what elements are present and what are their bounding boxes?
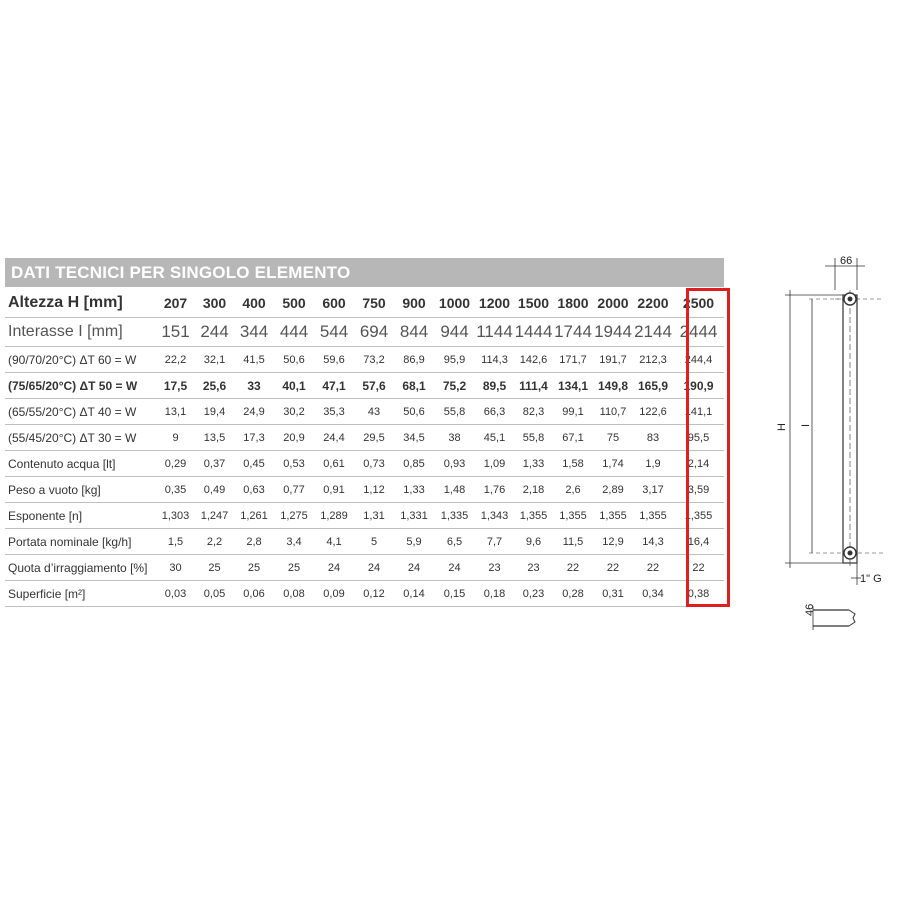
table-cell: 0,61 (314, 451, 354, 477)
interaxis-row (5, 318, 724, 347)
table-cell: 0,29 (156, 451, 195, 477)
table-cell: 0,35 (156, 477, 195, 503)
table-cell: 2,18 (514, 477, 553, 503)
table-cell: 22,2 (156, 347, 195, 373)
table-cell: 0,28 (553, 581, 593, 607)
table-cell: 110,7 (593, 399, 633, 425)
table-cell: 86,9 (394, 347, 434, 373)
output-dt50-row (5, 373, 724, 399)
table-cell: 111,4 (514, 373, 553, 399)
section-break (849, 610, 855, 626)
table-cell: 0,15 (434, 581, 475, 607)
table-cell: 1,335 (434, 503, 475, 529)
table-cell: 0,09 (314, 581, 354, 607)
table-cell: 3,4 (274, 529, 314, 555)
table-cell: 22 (553, 555, 593, 581)
table-cell: 13,1 (156, 399, 195, 425)
table-cell: 1,12 (354, 477, 394, 503)
table-cell: 75,2 (434, 373, 475, 399)
bottom-hub-center (848, 551, 853, 556)
table-cell: 47,1 (314, 373, 354, 399)
table-cell: 9 (156, 425, 195, 451)
table-cell: 45,1 (475, 425, 514, 451)
table-cell: 50,6 (394, 399, 434, 425)
table-cell: 1,33 (394, 477, 434, 503)
table-cell: 2000 (593, 289, 633, 318)
table-cell: 1,275 (274, 503, 314, 529)
table-cell: 2,14 (673, 451, 724, 477)
table-cell: 75 (593, 425, 633, 451)
table-cell: 1,247 (195, 503, 234, 529)
radiation-share-row (5, 555, 724, 581)
row-label: (75/65/20°C) ΔT 50 = W (5, 373, 156, 399)
table-cell: 5 (354, 529, 394, 555)
table-cell: 694 (354, 318, 394, 347)
table-cell: 0,45 (234, 451, 274, 477)
table-cell: 1,355 (514, 503, 553, 529)
table-cell: 1,261 (234, 503, 274, 529)
table-cell: 66,3 (475, 399, 514, 425)
table-cell: 151 (156, 318, 195, 347)
row-label: (55/45/20°C) ΔT 30 = W (5, 425, 156, 451)
output-dt30-row (5, 425, 724, 451)
table-cell: 1200 (475, 289, 514, 318)
table-cell: 0,37 (195, 451, 234, 477)
table-cell: 1,09 (475, 451, 514, 477)
table-cell: 1000 (434, 289, 475, 318)
table-cell: 0,18 (475, 581, 514, 607)
exponent-row (5, 503, 724, 529)
table-cell: 30 (156, 555, 195, 581)
table-cell: 1,303 (156, 503, 195, 529)
table-cell: 57,6 (354, 373, 394, 399)
table-cell: 1,343 (475, 503, 514, 529)
width-dimension-label: 66 (840, 255, 853, 267)
table-cell: 29,5 (354, 425, 394, 451)
table-cell: 2,2 (195, 529, 234, 555)
table-cell: 600 (314, 289, 354, 318)
table-cell: 0,85 (394, 451, 434, 477)
table-cell: 12,9 (593, 529, 633, 555)
table-cell: 0,53 (274, 451, 314, 477)
table-cell: 82,3 (514, 399, 553, 425)
table-cell: 444 (274, 318, 314, 347)
table-cell: 191,7 (593, 347, 633, 373)
table-cell: 0,34 (633, 581, 673, 607)
table-cell: 55,8 (434, 399, 475, 425)
table-cell: 1800 (553, 289, 593, 318)
table-cell: 95,5 (673, 425, 724, 451)
table-cell: 99,1 (553, 399, 593, 425)
table-cell: 6,5 (434, 529, 475, 555)
table-cell: 1,355 (673, 503, 724, 529)
table-cell: 4,1 (314, 529, 354, 555)
table-cell: 7,7 (475, 529, 514, 555)
table-cell: 1,74 (593, 451, 633, 477)
table-cell: 0,23 (514, 581, 553, 607)
table-cell: 0,49 (195, 477, 234, 503)
top-hub-center (848, 297, 853, 302)
table-cell: 0,73 (354, 451, 394, 477)
table-cell: 0,77 (274, 477, 314, 503)
table-cell: 344 (234, 318, 274, 347)
table-cell: 2500 (673, 289, 724, 318)
table-cell: 17,5 (156, 373, 195, 399)
table-cell: 24 (314, 555, 354, 581)
empty-weight-row (5, 477, 724, 503)
table-cell: 0,03 (156, 581, 195, 607)
table-cell: 165,9 (633, 373, 673, 399)
table-cell: 122,6 (633, 399, 673, 425)
table-cell: 38 (434, 425, 475, 451)
table-cell: 68,1 (394, 373, 434, 399)
table-cell: 0,08 (274, 581, 314, 607)
table-cell: 171,7 (553, 347, 593, 373)
table-cell: 22 (673, 555, 724, 581)
table-cell: 149,8 (593, 373, 633, 399)
table-cell: 1,33 (514, 451, 553, 477)
table-cell: 900 (394, 289, 434, 318)
table-cell: 0,05 (195, 581, 234, 607)
table-cell: 16,4 (673, 529, 724, 555)
table-cell: 1944 (593, 318, 633, 347)
row-label: (65/55/20°C) ΔT 40 = W (5, 399, 156, 425)
table-cell: 25 (274, 555, 314, 581)
row-label: Esponente [n] (5, 503, 156, 529)
row-label: Peso a vuoto [kg] (5, 477, 156, 503)
surface-row (5, 581, 724, 607)
row-label: Interasse I [mm] (5, 318, 156, 347)
table-cell: 2200 (633, 289, 673, 318)
table-cell: 83 (633, 425, 673, 451)
table-cell: 1,331 (394, 503, 434, 529)
table-cell: 1,355 (553, 503, 593, 529)
table-cell: 1144 (475, 318, 514, 347)
table-cell: 3,17 (633, 477, 673, 503)
row-label: Contenuto acqua [lt] (5, 451, 156, 477)
table-cell: 2,8 (234, 529, 274, 555)
table-cell: 3,59 (673, 477, 724, 503)
table-cell: 34,5 (394, 425, 434, 451)
table-cell: 14,3 (633, 529, 673, 555)
table-cell: 190,9 (673, 373, 724, 399)
output-dt60-row (5, 347, 724, 373)
table-cell: 0,91 (314, 477, 354, 503)
table-cell: 24 (434, 555, 475, 581)
output-dt40-row (5, 399, 724, 425)
table-cell: 141,1 (673, 399, 724, 425)
table-cell: 2,6 (553, 477, 593, 503)
technical-data-sheet (5, 258, 729, 607)
table-cell: 944 (434, 318, 475, 347)
technical-data-table (5, 289, 724, 607)
table-cell: 24,4 (314, 425, 354, 451)
table-cell: 844 (394, 318, 434, 347)
table-cell: 22 (633, 555, 673, 581)
row-label: Altezza H [mm] (5, 289, 156, 318)
radiator-element-drawing (765, 250, 895, 640)
table-cell: 25 (234, 555, 274, 581)
row-label: (90/70/20°C) ΔT 60 = W (5, 347, 156, 373)
table-cell: 20,9 (274, 425, 314, 451)
table-cell: 23 (514, 555, 553, 581)
table-cell: 0,14 (394, 581, 434, 607)
water-content-row (5, 451, 724, 477)
table-cell: 0,12 (354, 581, 394, 607)
table-cell: 544 (314, 318, 354, 347)
table-cell: 2,89 (593, 477, 633, 503)
table-cell: 207 (156, 289, 195, 318)
table-cell: 1,355 (593, 503, 633, 529)
table-cell: 0,63 (234, 477, 274, 503)
table-cell: 95,9 (434, 347, 475, 373)
table-cell: 1744 (553, 318, 593, 347)
table-cell: 23 (475, 555, 514, 581)
table-cell: 1500 (514, 289, 553, 318)
table-cell: 142,6 (514, 347, 553, 373)
table-cell: 41,5 (234, 347, 274, 373)
table-cell: 0,38 (673, 581, 724, 607)
connection-label: 1" G (860, 573, 882, 585)
table-cell: 0,06 (234, 581, 274, 607)
table-cell: 750 (354, 289, 394, 318)
table-cell: 1,76 (475, 477, 514, 503)
table-cell: 2444 (673, 318, 724, 347)
table-cell: 40,1 (274, 373, 314, 399)
table-cell: 24,9 (234, 399, 274, 425)
table-cell: 0,31 (593, 581, 633, 607)
table-cell: 17,3 (234, 425, 274, 451)
table-cell: 0,93 (434, 451, 475, 477)
table-cell: 500 (274, 289, 314, 318)
table-cell: 114,3 (475, 347, 514, 373)
table-cell: 50,6 (274, 347, 314, 373)
table-cell: 1444 (514, 318, 553, 347)
row-label: Superficie [m²] (5, 581, 156, 607)
table-cell: 19,4 (195, 399, 234, 425)
table-cell: 24 (394, 555, 434, 581)
nominal-flow-row (5, 529, 724, 555)
table-cell: 1,31 (354, 503, 394, 529)
table-cell: 59,6 (314, 347, 354, 373)
table-cell: 55,8 (514, 425, 553, 451)
table-cell: 300 (195, 289, 234, 318)
table-cell: 89,5 (475, 373, 514, 399)
height-row (5, 289, 724, 318)
row-label: Portata nominale [kg/h] (5, 529, 156, 555)
table-cell: 400 (234, 289, 274, 318)
table-cell: 11,5 (553, 529, 593, 555)
table-cell: 25,6 (195, 373, 234, 399)
table-cell: 24 (354, 555, 394, 581)
interaxis-dimension-label: I (800, 423, 812, 427)
table-cell: 1,58 (553, 451, 593, 477)
table-cell: 1,5 (156, 529, 195, 555)
table-cell: 212,3 (633, 347, 673, 373)
table-cell: 1,9 (633, 451, 673, 477)
table-cell: 1,289 (314, 503, 354, 529)
table-cell: 30,2 (274, 399, 314, 425)
table-cell: 134,1 (553, 373, 593, 399)
height-dimension-label: H (776, 423, 788, 431)
table-title: DATI TECNICI PER SINGOLO ELEMENTO (5, 258, 724, 287)
table-cell: 5,9 (394, 529, 434, 555)
table-cell: 244 (195, 318, 234, 347)
table-cell: 67,1 (553, 425, 593, 451)
table-cell: 25 (195, 555, 234, 581)
table-cell: 1,48 (434, 477, 475, 503)
table-cell: 1,355 (633, 503, 673, 529)
table-cell: 244,4 (673, 347, 724, 373)
table-cell: 22 (593, 555, 633, 581)
table-cell: 35,3 (314, 399, 354, 425)
table-cell: 2144 (633, 318, 673, 347)
table-cell: 73,2 (354, 347, 394, 373)
row-label: Quota d’irraggiamento [%] (5, 555, 156, 581)
table-cell: 33 (234, 373, 274, 399)
table-cell: 13,5 (195, 425, 234, 451)
table-cell: 9,6 (514, 529, 553, 555)
table-cell: 32,1 (195, 347, 234, 373)
depth-dimension-label: 46 (804, 603, 816, 616)
table-cell: 43 (354, 399, 394, 425)
